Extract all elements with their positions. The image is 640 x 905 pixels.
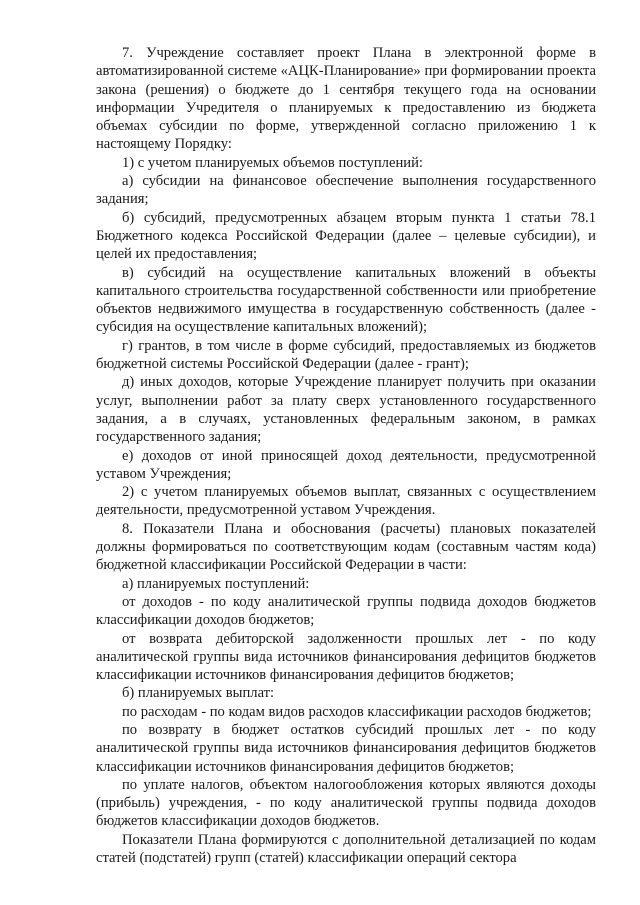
paragraph-8a-receivables: от возврата дебиторской задолженности прошлых лет - по коду аналитической группы вида источников финансирования дефицитов бюджетов классификации источников финансирования дефицитов бюджетов; <box>96 630 596 684</box>
paragraph-1g: г) грантов, в том числе в форме субсидий, предоставляемых из бюджетов бюджетной системы Российской Федерации (далее - грант); <box>96 337 596 373</box>
paragraph-8: 8. Показатели Плана и обоснования (расчеты) плановых показателей должны формироваться по соответствующим кодам (составным частям кода) бюджетной классификации Российской Федерации в части: <box>96 520 596 574</box>
paragraph-1v: в) субсидий на осуществление капитальных вложений в объекты капитального строительства государственной собственности или приобретение объектов недвижимого имущества в государственную собственность (далее - субсидия на осуществление капитальных вложений); <box>96 264 596 336</box>
paragraph-1e: е) доходов от иной приносящей доход деятельности, предусмотренной уставом Учреждения; <box>96 447 596 482</box>
paragraph-1b: б) субсидий, предусмотренных абзацем вторым пункта 1 статьи 78.1 Бюджетного кодекса Российской Федерации (далее – целевые субсидии), и целей их предоставления; <box>96 209 596 263</box>
paragraph-2-payments: 2) с учетом планируемых объемов выплат, связанных с осуществлением деятельности, предусмотренной уставом Учреждения. <box>96 484 596 519</box>
paragraph-1-income: 1) с учетом планируемых объемов поступлений: <box>122 154 423 171</box>
paragraph-8a: а) планируемых поступлений: <box>122 575 310 592</box>
paragraph-plan-indicators: Показатели Плана формируются с дополнительной детализацией по кодам статей (подстатей) групп (статей) классификации операций сектора <box>96 831 596 867</box>
paragraph-7: 7. Учреждение составляет проект Плана в электронной форме в автоматизированной системе «АЦК-Планирование» при формировании проекта закона (решения) о бюджете до 1 сентября текущего года на основании информации Учредителя о планируемых к предоставлению из бюджета объемах субсидии по форме, утвержденной согласно приложению 1 к настоящему Порядку: <box>96 45 596 153</box>
paragraph-8b-taxes: по уплате налогов, объектом налогообложения которых являются доходы (прибыль) учреждения, - по коду аналитической группы подвида доходов бюджетов классификации доходов бюджетов. <box>96 776 596 830</box>
paragraph-8b-expenses: по расходам - по кодам видов расходов классификации расходов бюджетов; <box>122 703 592 720</box>
paragraph-8b-return: по возврату в бюджет остатков субсидий прошлых лет - по коду аналитической группы вида источников финансирования дефицитов бюджетов классификации источников финансирования дефицитов бюджетов; <box>96 721 596 775</box>
paragraph-8b: б) планируемых выплат: <box>122 685 275 702</box>
paragraph-1a: а) субсидии на финансовое обеспечение выполнения государственного задания; <box>96 173 596 208</box>
paragraph-8a-income: от доходов - по коду аналитической группы подвида доходов бюджетов классификации доходов бюджетов; <box>96 593 596 629</box>
document-body <box>96 44 596 867</box>
paragraph-1d: д) иных доходов, которые Учреждение планирует получить при оказании услуг, выполнении работ за плату сверх установленного государственного задания, а в случаях, установленных федеральным законом, в рамках государственного задания; <box>96 374 596 446</box>
